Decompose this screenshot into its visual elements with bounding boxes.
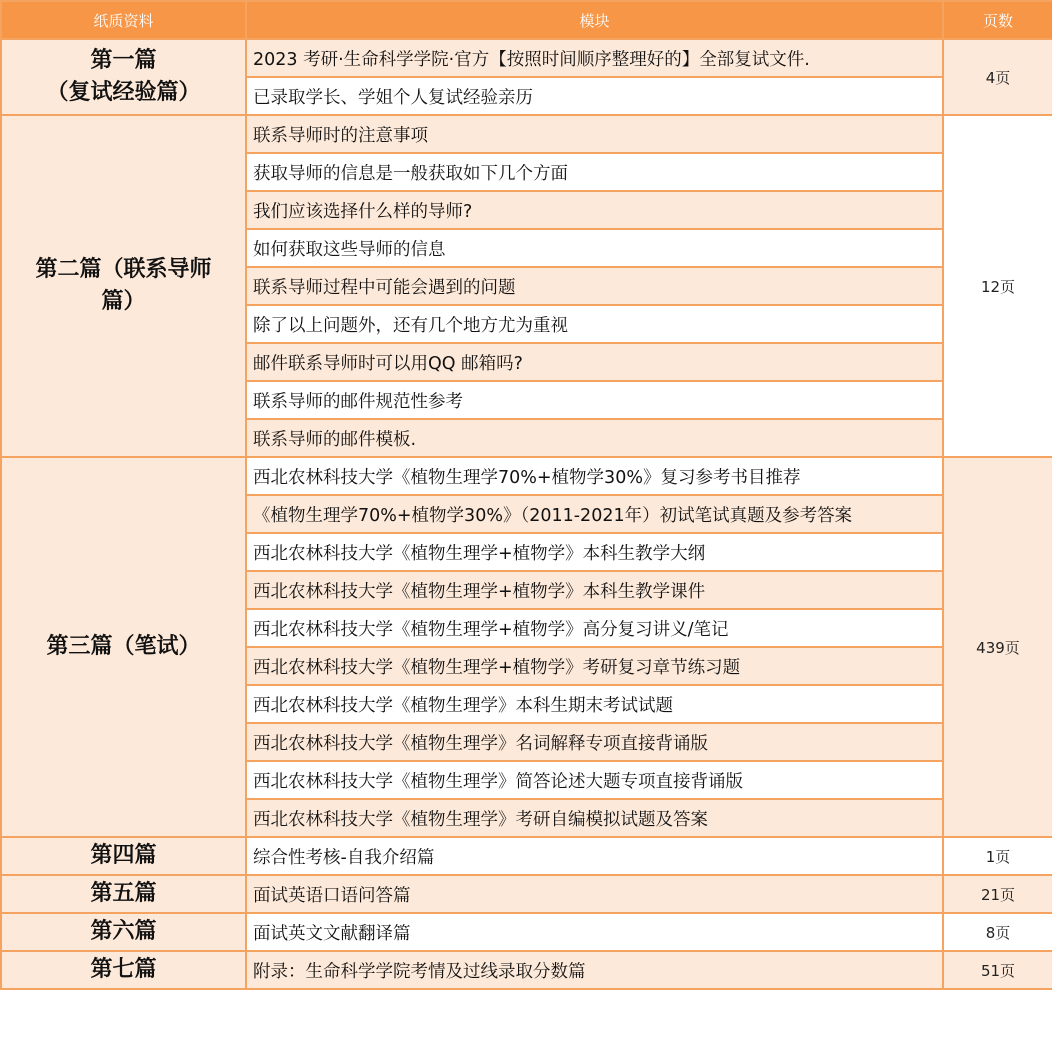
- module-item: 西北农林科技大学《植物生理学+植物学》本科生教学大纲: [246, 533, 943, 571]
- table-row: [1, 837, 1052, 875]
- module-item: 除了以上问题外，还有几个地方尤为重视: [246, 305, 943, 343]
- module-item: 我们应该选择什么样的导师?: [246, 191, 943, 229]
- section-title-line: 第三篇（笔试）: [46, 634, 201, 659]
- table-header-row: [1, 1, 1052, 39]
- page-count: 51页: [943, 951, 1052, 989]
- table-row: [1, 39, 1052, 77]
- section-title: [1, 457, 246, 837]
- table-row: [1, 951, 1052, 989]
- header-module: 模块: [246, 1, 943, 39]
- section-title: [1, 913, 246, 951]
- module-item: 《植物生理学70%+植物学30%》（2011-2021年）初试笔试真题及参考答案: [246, 495, 943, 533]
- page-count: 4页: [943, 39, 1052, 115]
- header-materials: 纸质资料: [1, 1, 246, 39]
- section-title-line: 第四篇: [90, 843, 157, 868]
- section-title-line: 第一篇: [90, 48, 157, 73]
- page-count: 8页: [943, 913, 1052, 951]
- module-item: 邮件联系导师时可以用QQ 邮箱吗?: [246, 343, 943, 381]
- section-title: [1, 115, 246, 457]
- page-count: 12页: [943, 115, 1052, 457]
- table-row: [1, 875, 1052, 913]
- watermark: [6, 1012, 73, 1037]
- section-title-line: 第七篇: [90, 957, 157, 982]
- module-item: 西北农林科技大学《植物生理学70%+植物学30%》复习参考书目推荐: [246, 457, 943, 495]
- section-title: [1, 875, 246, 913]
- section-title-line: 第五篇: [90, 881, 157, 906]
- module-item: 面试英语口语问答篇: [246, 875, 943, 913]
- watermark-text: 大: [56, 1017, 73, 1037]
- module-item: 附录：生命科学学院考情及过线录取分数篇: [246, 951, 943, 989]
- module-item: 如何获取这些导师的信息: [246, 229, 943, 267]
- module-item: 获取导师的信息是一般获取如下几个方面: [246, 153, 943, 191]
- section-title: [1, 951, 246, 989]
- section-title-line: 第六篇: [90, 919, 157, 944]
- table-row: [1, 115, 1052, 153]
- module-item: 联系导师过程中可能会遇到的问题: [246, 267, 943, 305]
- module-item: 西北农林科技大学《植物生理学+植物学》高分复习讲义/笔记: [246, 609, 943, 647]
- module-item: 西北农林科技大学《植物生理学》考研自编模拟试题及答案: [246, 799, 943, 837]
- section-title-line: （复试经验篇）: [46, 80, 201, 105]
- table-row: [1, 913, 1052, 951]
- header-pages: 页数: [943, 1, 1052, 39]
- module-item: 联系导师的邮件规范性参考: [246, 381, 943, 419]
- section-title-line: 篇）: [101, 289, 146, 314]
- module-item: 西北农林科技大学《植物生理学+植物学》考研复习章节练习题: [246, 647, 943, 685]
- table-row: [1, 457, 1052, 495]
- section-title: [1, 837, 246, 875]
- section-title: [1, 39, 246, 115]
- module-item: 联系导师时的注意事项: [246, 115, 943, 153]
- module-item: 西北农林科技大学《植物生理学》简答论述大题专项直接背诵版: [246, 761, 943, 799]
- module-item: 已录取学长、学姐个人复试经验亲历: [246, 77, 943, 115]
- module-item: 联系导师的邮件模板.: [246, 419, 943, 457]
- page-count: 1页: [943, 837, 1052, 875]
- module-item: 西北农林科技大学《植物生理学》名词解释专项直接背诵版: [246, 723, 943, 761]
- module-item: 西北农林科技大学《植物生理学》本科生期末考试试题: [246, 685, 943, 723]
- module-item: 面试英文文献翻译篇: [246, 913, 943, 951]
- module-item: 综合性考核-自我介绍篇: [246, 837, 943, 875]
- section-title-line: 第二篇（联系导师: [35, 257, 212, 282]
- module-item: 2023 考研·生命科学学院·官方【按照时间顺序整理好的】全部复试文件.: [246, 39, 943, 77]
- page-count: 439页: [943, 457, 1052, 837]
- page-count: 21页: [943, 875, 1052, 913]
- watermark-logo-icon: [6, 1015, 52, 1035]
- module-item: 西北农林科技大学《植物生理学+植物学》本科生教学课件: [246, 571, 943, 609]
